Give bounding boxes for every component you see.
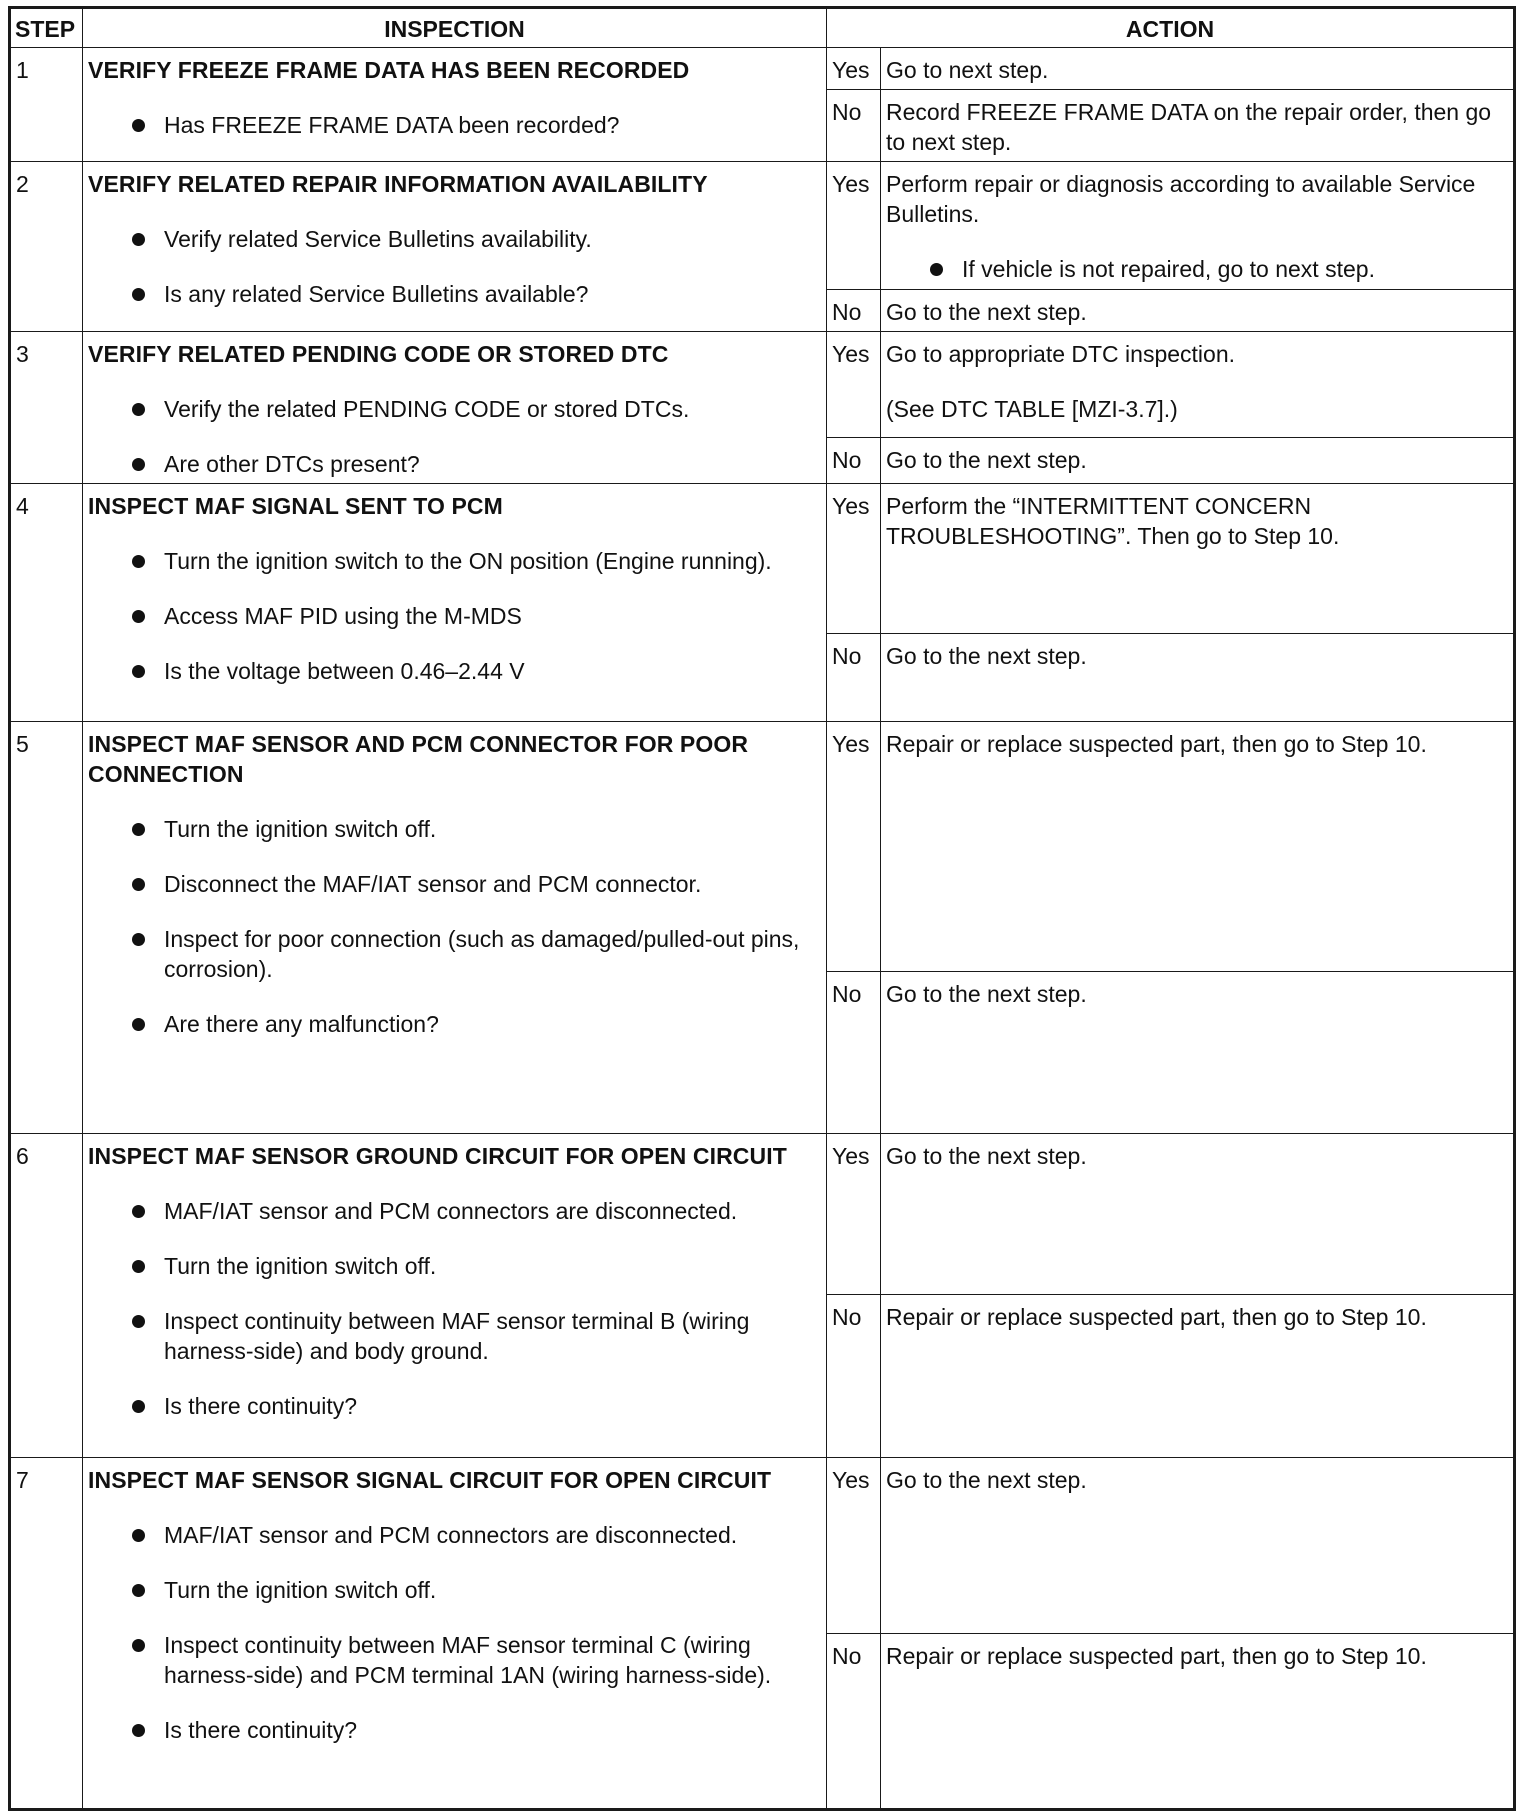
inspection-bullet: Turn the ignition switch off. <box>88 1251 822 1281</box>
yes-label: Yes <box>827 1134 881 1295</box>
inspection-bullet: Are other DTCs present? <box>88 449 822 479</box>
inspection-cell <box>83 722 827 1134</box>
no-label: No <box>827 438 881 484</box>
inspection-bullet: MAF/IAT sensor and PCM connectors are disconnected. <box>88 1520 822 1550</box>
diagnostic-table <box>8 6 1516 1811</box>
yes-label: Yes <box>827 48 881 90</box>
inspection-bullets <box>88 814 822 1039</box>
yes-label: Yes <box>827 1458 881 1634</box>
yes-action-cell <box>881 162 1515 290</box>
no-action: Record FREEZE FRAME DATA on the repair order, then go to next step. <box>881 90 1515 162</box>
bullet-icon <box>132 1529 145 1542</box>
header-inspection: INSPECTION <box>83 8 827 48</box>
yes-action: Repair or replace suspected part, then go to Step 10. <box>881 722 1515 972</box>
action-bullets <box>886 254 1509 284</box>
step-number: 4 <box>10 484 83 722</box>
inspection-bullets <box>88 110 822 140</box>
step-number: 7 <box>10 1458 83 1810</box>
bullet-icon <box>132 288 145 301</box>
step-number: 6 <box>10 1134 83 1458</box>
yes-action: Go to the next step. <box>881 1134 1515 1295</box>
inspection-title: INSPECT MAF SIGNAL SENT TO PCM <box>88 493 503 519</box>
inspection-bullets <box>88 224 822 309</box>
inspection-cell <box>83 1134 827 1458</box>
bullet-icon <box>132 665 145 678</box>
inspection-title: INSPECT MAF SENSOR GROUND CIRCUIT FOR OPEN CIRCUIT <box>88 1143 787 1169</box>
table-row <box>10 1134 1515 1295</box>
inspection-cell <box>83 48 827 162</box>
yes-label: Yes <box>827 484 881 634</box>
inspection-bullet: Is the voltage between 0.46–2.44 V <box>88 656 822 686</box>
no-label: No <box>827 90 881 162</box>
inspection-bullet: Inspect continuity between MAF sensor terminal C (wiring harness-side) and PCM terminal 1AN (wiring harness-side). <box>88 1630 822 1690</box>
bullet-icon <box>132 555 145 568</box>
bullet-icon <box>132 1205 145 1218</box>
no-action: Repair or replace suspected part, then go to Step 10. <box>881 1295 1515 1458</box>
inspection-title: INSPECT MAF SENSOR SIGNAL CIRCUIT FOR OPEN CIRCUIT <box>88 1467 772 1493</box>
yes-action: Go to appropriate DTC inspection. <box>886 341 1236 367</box>
step-number: 3 <box>10 332 83 484</box>
no-label: No <box>827 290 881 332</box>
inspection-bullet: Verify related Service Bulletins availability. <box>88 224 822 254</box>
inspection-cell <box>83 1458 827 1810</box>
inspection-cell <box>83 162 827 332</box>
yes-action: Perform repair or diagnosis according to available Service Bulletins. <box>886 171 1476 227</box>
inspection-bullets <box>88 1520 822 1745</box>
bullet-icon <box>132 1260 145 1273</box>
inspection-title: VERIFY FREEZE FRAME DATA HAS BEEN RECORDED <box>88 57 690 83</box>
no-action: Go to the next step. <box>881 634 1515 722</box>
inspection-bullet: Are there any malfunction? <box>88 1009 822 1039</box>
inspection-title: VERIFY RELATED PENDING CODE OR STORED DTC <box>88 341 669 367</box>
header-row <box>10 8 1515 48</box>
inspection-bullet: Turn the ignition switch off. <box>88 1575 822 1605</box>
inspection-bullet: Has FREEZE FRAME DATA been recorded? <box>88 110 822 140</box>
no-label: No <box>827 972 881 1134</box>
yes-label: Yes <box>827 722 881 972</box>
bullet-icon <box>132 1018 145 1031</box>
step-number: 2 <box>10 162 83 332</box>
bullet-icon <box>132 1400 145 1413</box>
no-label: No <box>827 1295 881 1458</box>
inspection-bullet: Is there continuity? <box>88 1715 822 1745</box>
yes-action: Perform the “INTERMITTENT CONCERN TROUBLESHOOTING”. Then go to Step 10. <box>881 484 1515 634</box>
bullet-icon <box>132 878 145 891</box>
bullet-icon <box>132 1584 145 1597</box>
inspection-bullet: Turn the ignition switch to the ON position (Engine running). <box>88 546 822 576</box>
inspection-cell <box>83 332 827 484</box>
no-action: Repair or replace suspected part, then go to Step 10. <box>881 1634 1515 1810</box>
no-action: Go to the next step. <box>881 972 1515 1134</box>
yes-action: Go to next step. <box>881 48 1515 90</box>
yes-label: Yes <box>827 162 881 290</box>
header-step: STEP <box>10 8 83 48</box>
inspection-bullet: Is there continuity? <box>88 1391 822 1421</box>
bullet-icon <box>930 263 943 276</box>
no-action: Go to the next step. <box>881 290 1515 332</box>
inspection-bullet: Inspect continuity between MAF sensor terminal B (wiring harness-side) and body ground. <box>88 1306 822 1366</box>
bullet-icon <box>132 1639 145 1652</box>
bullet-icon <box>132 933 145 946</box>
table-row <box>10 162 1515 290</box>
inspection-bullet: Disconnect the MAF/IAT sensor and PCM connector. <box>88 869 822 899</box>
inspection-bullets <box>88 1196 822 1421</box>
table-row <box>10 722 1515 972</box>
table-row <box>10 332 1515 438</box>
bullet-icon <box>132 823 145 836</box>
inspection-bullets <box>88 394 822 479</box>
no-label: No <box>827 1634 881 1810</box>
yes-action-cell <box>881 332 1515 438</box>
table-row <box>10 484 1515 634</box>
step-number: 1 <box>10 48 83 162</box>
bullet-icon <box>132 403 145 416</box>
inspection-bullet: Verify the related PENDING CODE or stored DTCs. <box>88 394 822 424</box>
inspection-title: INSPECT MAF SENSOR AND PCM CONNECTOR FOR POOR CONNECTION <box>88 731 749 787</box>
bullet-icon <box>132 119 145 132</box>
yes-action-note: (See DTC TABLE [MZI-3.7].) <box>886 396 1178 422</box>
diagnostic-table-sheet <box>8 6 1513 1811</box>
inspection-bullet: Access MAF PID using the M-MDS <box>88 601 822 631</box>
inspection-bullet: Inspect for poor connection (such as damaged/pulled-out pins, corrosion). <box>88 924 822 984</box>
yes-action: Go to the next step. <box>881 1458 1515 1634</box>
inspection-bullets <box>88 546 822 686</box>
table-row <box>10 1458 1515 1634</box>
inspection-bullet: Turn the ignition switch off. <box>88 814 822 844</box>
yes-label: Yes <box>827 332 881 438</box>
bullet-icon <box>132 458 145 471</box>
bullet-icon <box>132 233 145 246</box>
no-label: No <box>827 634 881 722</box>
header-action: ACTION <box>827 8 1515 48</box>
inspection-cell <box>83 484 827 722</box>
action-bullet: If vehicle is not repaired, go to next step. <box>886 254 1509 284</box>
inspection-bullet: Is any related Service Bulletins available? <box>88 279 822 309</box>
table-row <box>10 48 1515 90</box>
inspection-bullet: MAF/IAT sensor and PCM connectors are disconnected. <box>88 1196 822 1226</box>
step-number: 5 <box>10 722 83 1134</box>
bullet-icon <box>132 1315 145 1328</box>
inspection-title: VERIFY RELATED REPAIR INFORMATION AVAILABILITY <box>88 171 708 197</box>
no-action: Go to the next step. <box>881 438 1515 484</box>
bullet-icon <box>132 610 145 623</box>
